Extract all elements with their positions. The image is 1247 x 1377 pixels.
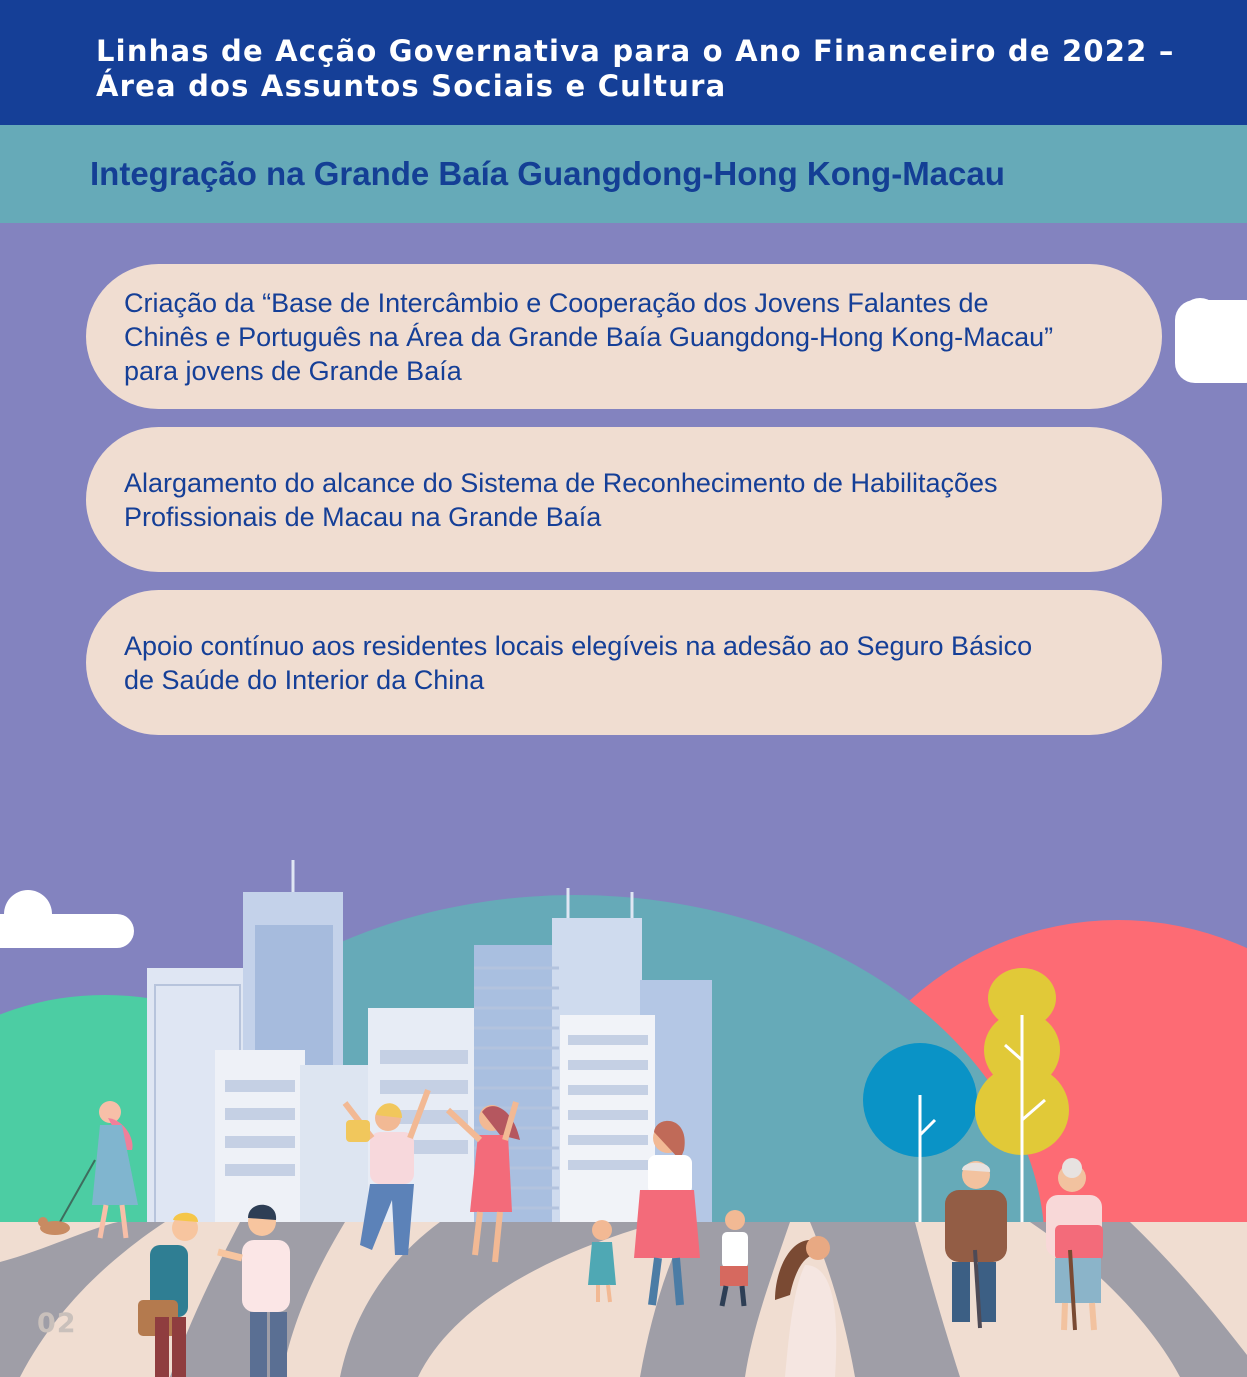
action-card [86,264,1162,409]
action-card-line: Alargamento do alcance do Sistema de Reconhecimento de Habilitações [124,467,998,498]
action-list [86,264,1162,753]
cloud-icon [0,890,134,948]
action-card-line: Criação da “Base de Intercâmbio e Cooperação dos Jovens Falantes de [124,287,989,318]
cloud-icon [1175,298,1247,383]
action-card [86,590,1162,735]
action-card-line: Apoio contínuo aos residentes locais elegíveis na adesão ao Seguro Básico [124,630,1033,661]
action-card-line: Profissionais de Macau na Grande Baía [124,501,602,532]
action-card-line: de Saúde do Interior da China [124,664,485,695]
action-card-line: Chinês e Português na Área da Grande Baía Guangdong-Hong Kong-Macau” [124,321,1054,352]
page-title-line-2: Área dos Assuntos Sociais e Cultura [96,69,727,103]
action-card-line: para jovens de Grande Baía [124,355,462,386]
page-title-line-1: Linhas de Acção Governativa para o Ano Financeiro de 2022 – [96,34,1175,68]
page-number: 02 [37,1308,77,1339]
action-card [86,427,1162,572]
action-card-text [124,286,1053,388]
action-card-text [124,466,998,534]
action-card-text [124,629,1032,697]
section-title: Integração na Grande Baía Guangdong-Hong Kong-Macau [90,155,1005,192]
